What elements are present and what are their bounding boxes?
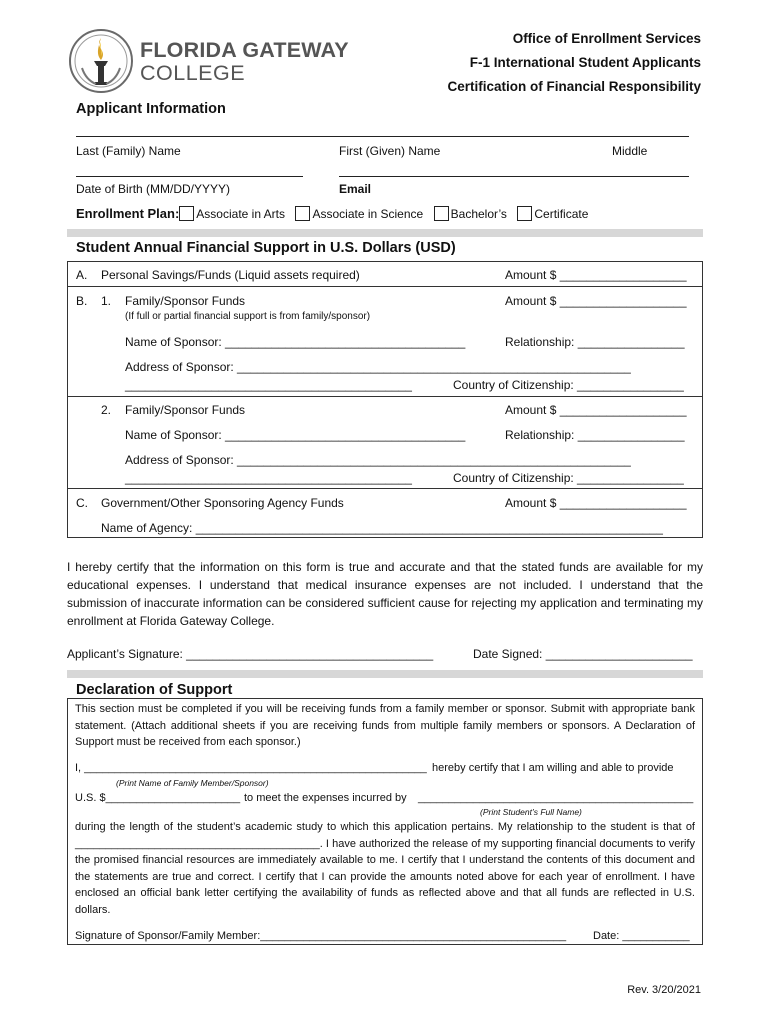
agency-name-field[interactable]: Name of Agency: ______________________________________________________________________ bbox=[101, 521, 663, 535]
sponsor2-label: Family/Sponsor Funds bbox=[125, 403, 246, 417]
print-sponsor-name-hint: (Print Name of Family Member/Sponsor) bbox=[116, 778, 269, 788]
sponsor-signature-field[interactable]: Signature of Sponsor/Family Member:__________________________________________________ bbox=[75, 930, 567, 942]
sponsor-date-field[interactable]: Date: ___________ bbox=[593, 930, 690, 942]
amount-field-c[interactable]: Amount $ ___________________ bbox=[505, 496, 687, 510]
sponsor1-label: Family/Sponsor Funds bbox=[125, 294, 246, 308]
declaration-intro: This section must be completed if you will be receiving funds from a family member or sponsor. Submit with appropriate bank statement. (Attach additional sheets if you are receiving funds from multiple family members or sponsors. A Declaration of Support must be received from each sponsor.) bbox=[75, 703, 695, 748]
dob-label: Date of Birth (MM/DD/YYYY) bbox=[76, 182, 231, 196]
sponsor1-address-field[interactable]: Address of Sponsor: ___________________________________________________________ bbox=[125, 360, 631, 374]
plan-label-certificate: Certificate bbox=[534, 207, 589, 221]
office-title: Office of Enrollment Services bbox=[512, 31, 701, 46]
plan-checkbox-aa[interactable] bbox=[179, 206, 194, 221]
sponsor2-country-field[interactable]: Country of Citizenship: ________________ bbox=[453, 471, 684, 485]
college-name-line2: COLLEGE bbox=[140, 61, 246, 85]
certification-text: I hereby certify that the information on this form is true and accurate and that the stated funds are available for my educational expenses. I understand that medical insurance expenses are not included. I understand that the submission of inaccurate information can be considered sufficient cause for rejecting my application and terminating my enrollment at Florida Gateway College. bbox=[67, 560, 703, 628]
sponsor2-address-cont[interactable]: ___________________________________________ bbox=[125, 471, 412, 485]
sponsor1-country-field[interactable]: Country of Citizenship: ________________ bbox=[453, 378, 684, 392]
sponsor2-relationship-field[interactable]: Relationship: ________________ bbox=[505, 428, 685, 442]
sponsor1-note: (If full or partial financial support is from family/sponsor) bbox=[125, 311, 371, 322]
plan-label-as: Associate in Science bbox=[312, 207, 424, 221]
college-name-line1: FLORIDA GATEWAY bbox=[140, 38, 349, 62]
torch-seal-icon bbox=[68, 28, 134, 94]
plan-checkbox-as[interactable] bbox=[295, 206, 310, 221]
row-divider bbox=[67, 396, 703, 397]
row-c-marker: C. bbox=[76, 496, 88, 510]
row-divider bbox=[67, 286, 703, 287]
sponsor2-address-field[interactable]: Address of Sponsor: ___________________________________________________________ bbox=[125, 453, 631, 467]
sponsor1-relationship-field[interactable]: Relationship: ________________ bbox=[505, 335, 685, 349]
personal-savings-label: Personal Savings/Funds (Liquid assets required) bbox=[101, 268, 360, 282]
enrollment-plan-row bbox=[76, 205, 588, 223]
email-label: Email bbox=[339, 182, 372, 196]
revision-date: Rev. 3/20/2021 bbox=[627, 984, 701, 996]
plan-label-aa: Associate in Arts bbox=[196, 207, 286, 221]
row-b-marker: B. bbox=[76, 294, 88, 308]
amount-field-a[interactable]: Amount $ ___________________ bbox=[505, 268, 687, 282]
plan-label-bachelors: Bachelor’s bbox=[450, 207, 507, 221]
amount-field-b1[interactable]: Amount $ ___________________ bbox=[505, 294, 687, 308]
section-divider-bar bbox=[67, 229, 703, 237]
print-student-name-hint: (Print Student’s Full Name) bbox=[480, 807, 582, 817]
program-title: F-1 International Student Applicants bbox=[469, 55, 701, 70]
sponsor2-marker: 2. bbox=[101, 403, 112, 417]
enrollment-plan-label: Enrollment Plan: bbox=[76, 206, 180, 221]
agency-funds-label: Government/Other Sponsoring Agency Funds bbox=[101, 496, 344, 510]
date-signed-field[interactable]: Date Signed: ______________________ bbox=[473, 647, 693, 661]
amount-field-b2[interactable]: Amount $ ___________________ bbox=[505, 403, 687, 417]
last-name-label: Last (Family) Name bbox=[76, 144, 181, 158]
sponsor-name-field[interactable]: I, ________________________________________________________ bbox=[75, 762, 427, 774]
expenses-text: to meet the expenses incurred by bbox=[244, 792, 407, 804]
sponsor2-name-field[interactable]: Name of Sponsor: ____________________________________ bbox=[125, 428, 466, 442]
plan-checkbox-bachelors[interactable] bbox=[434, 206, 449, 221]
declaration-section-title: Declaration of Support bbox=[76, 682, 233, 698]
declaration-body: during the length of the student’s academic study to which this application pertains. My relationship to the student is that of ________________________________________. I have authorized the release of my supporting financial documents to verify the promised financial resources are immediately available to me. I certify that I understand the contents of this document and the statements are true and correct. I certify that I can provide the amounts noted above for each year of enrollment. I have enclosed an official bank letter certifying the availability of funds as reflected above and that all funds are reflected in U.S. dollars. bbox=[75, 821, 695, 916]
applicant-signature-field[interactable]: Applicant’s Signature: _____________________________________ bbox=[67, 647, 434, 661]
applicant-section-title: Applicant Information bbox=[76, 101, 226, 117]
form-title: Certification of Financial Responsibility bbox=[447, 79, 701, 94]
row-divider bbox=[67, 488, 703, 489]
section-divider-bar bbox=[67, 670, 703, 678]
first-name-label: First (Given) Name bbox=[339, 144, 441, 158]
middle-label: Middle bbox=[612, 144, 648, 158]
certify-willing-text: hereby certify that I am willing and able to provide bbox=[432, 762, 674, 774]
sponsor1-name-field[interactable]: Name of Sponsor: ____________________________________ bbox=[125, 335, 466, 349]
sponsor1-address-cont[interactable]: ___________________________________________ bbox=[125, 378, 412, 392]
row-a-marker: A. bbox=[76, 268, 88, 282]
student-name-field[interactable]: _____________________________________________ bbox=[418, 792, 694, 804]
plan-checkbox-certificate[interactable] bbox=[517, 206, 532, 221]
college-logo bbox=[68, 28, 358, 96]
sponsor1-marker: 1. bbox=[101, 294, 112, 308]
usd-amount-field[interactable]: U.S. $______________________ bbox=[75, 792, 241, 804]
support-section-title: Student Annual Financial Support in U.S. Dollars (USD) bbox=[76, 240, 456, 256]
dob-entry-line[interactable] bbox=[76, 176, 303, 177]
email-entry-line[interactable] bbox=[339, 176, 689, 177]
name-entry-line[interactable] bbox=[76, 136, 689, 137]
